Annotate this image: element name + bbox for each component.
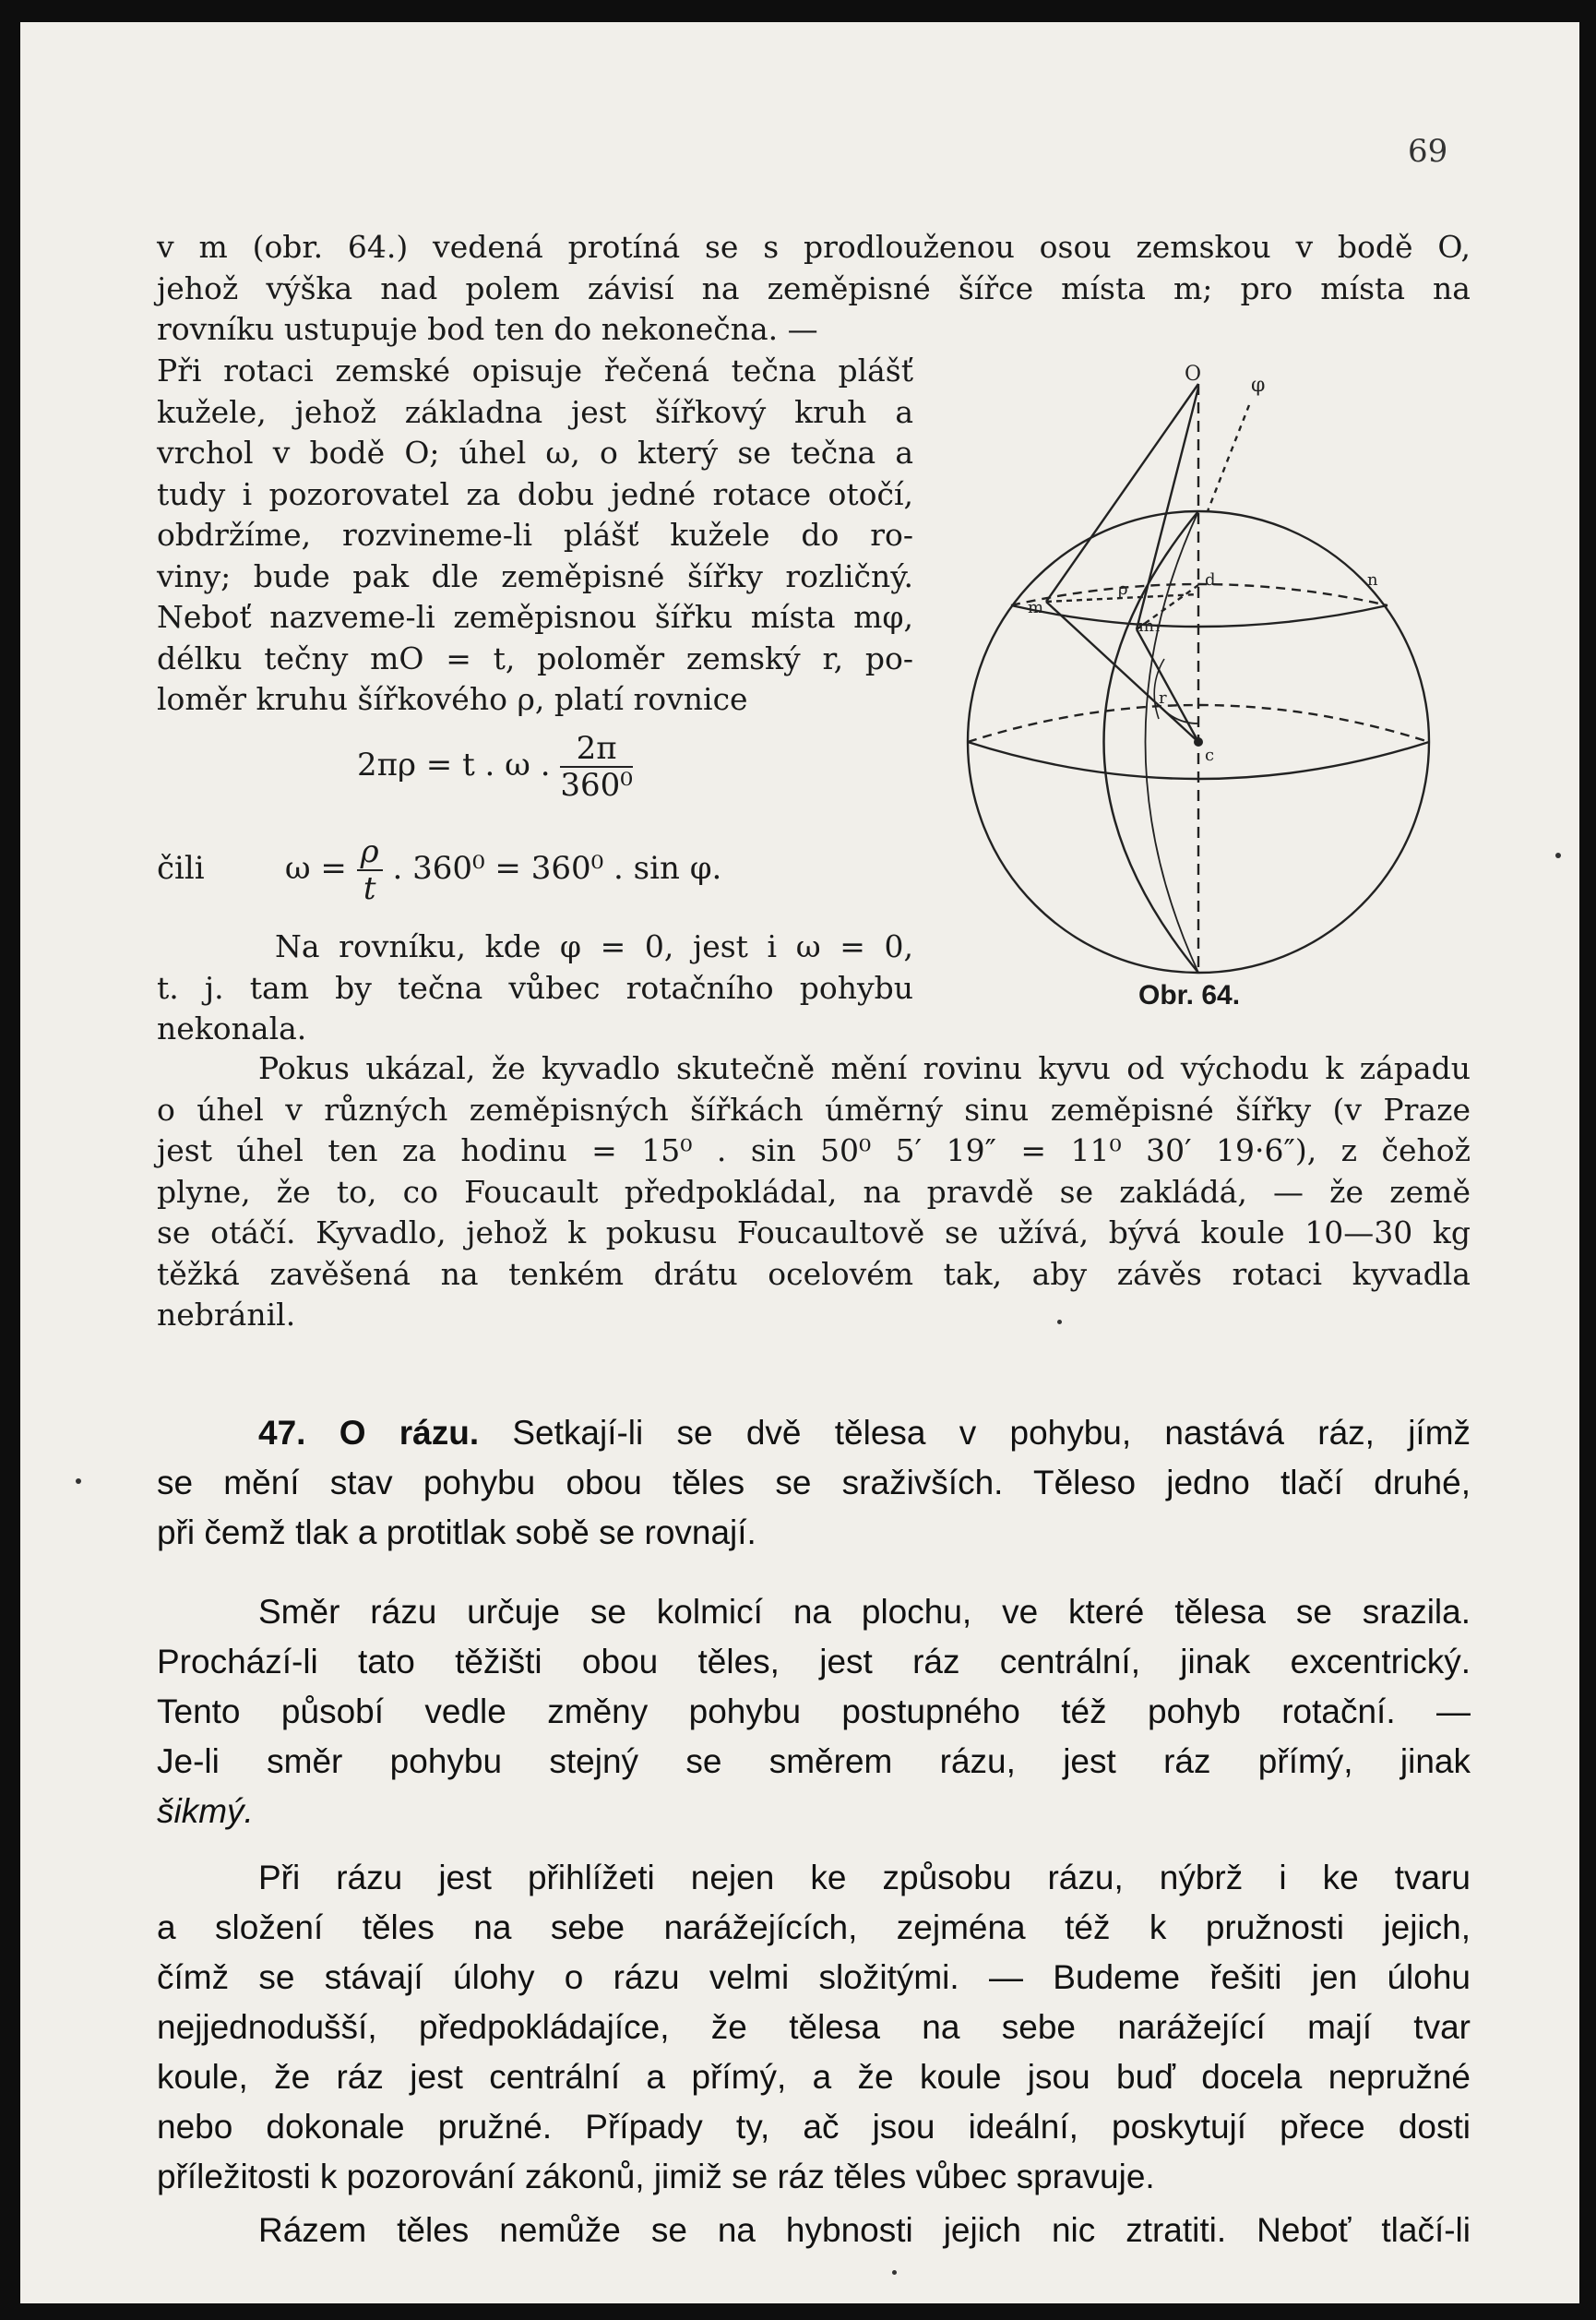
equation-2-fraction: [357, 834, 383, 906]
section-title: O rázu.: [339, 1414, 480, 1452]
equation-2-denominator: t: [363, 870, 376, 907]
page-number: 69: [1408, 133, 1448, 170]
label-d: d: [1205, 570, 1216, 590]
text-line: plyne, že to, co Foucault předpokládal, na pravdě se zakládá, — že země: [157, 1173, 1471, 1210]
smer-paragraph: [157, 1587, 1471, 1836]
equation-2-numerator: ρ: [357, 834, 383, 871]
text-line: Na rovníku, kde φ = 0, jest i ω = 0,: [275, 928, 913, 964]
pri-paragraph: [157, 1853, 1471, 2202]
text-line: šikmý.: [157, 1792, 254, 1830]
text-line: se mění stav pohybu obou těles se sraživších. Těleso jedno tlačí druhé,: [157, 1464, 1471, 1501]
text-line: a složení těles na sebe narážejících, zejména též k pružnosti jejich,: [157, 1908, 1471, 1946]
section-first-line: [157, 1408, 1471, 1458]
scan-speck: [76, 1478, 81, 1484]
text-line: Při rotaci zemské opisuje řečená tečna plášť: [157, 353, 913, 389]
label-m: m: [1028, 598, 1044, 617]
label-n: n: [1367, 570, 1378, 590]
text-line: Setkají-li se dvě tělesa v pohybu, nastává ráz, jímž: [512, 1414, 1471, 1452]
scan-speck: [1555, 853, 1561, 858]
center-point: [1194, 737, 1203, 747]
equation-1: [357, 731, 633, 803]
equation-2: [157, 834, 721, 906]
text-line: koule, že ráz jest centrální a přímý, a že koule jsou buď docela nepružné: [157, 2058, 1471, 2096]
text-line: loměr kruhu šířkového ρ, platí rovnice: [157, 681, 748, 717]
figure-caption: Obr. 64.: [1138, 980, 1241, 1011]
equation-1-numerator: 2π: [560, 731, 633, 768]
equation-1-fraction: [560, 731, 633, 803]
text-line: Při rázu jest přihlížeti nejen ke způsobu rázu, nýbrž i ke tvaru: [258, 1859, 1471, 1896]
text-line: t. j. tam by tečna vůbec rotačního pohybu: [157, 969, 913, 1006]
text-line: Směr rázu určuje se kolmicí na plochu, ve které tělesa se srazila.: [258, 1593, 1471, 1631]
text-line: Neboť nazveme-li zeměpisnou šířku místa mφ,: [157, 599, 913, 635]
label-m1: m₁: [1138, 616, 1161, 636]
label-c: c: [1205, 746, 1215, 765]
text-line: nebránil.: [157, 1297, 296, 1333]
text-line: viny; bude pak dle zeměpisné šířky rozličný.: [157, 557, 913, 594]
after-equation-paragraph: [157, 927, 913, 1050]
text-line: jehož výška nad polem závisí na zeměpisné šířce místa m; pro místa na: [157, 269, 1471, 306]
text-line: v m (obr. 64.) vedená protíná se s prodlouženou osou zemskou v bodě O,: [157, 229, 1471, 265]
text-line: Tento působí vedle změny pohybu postupného též pohyb rotační. —: [157, 1692, 1471, 1730]
text-line: těžká zavěšená na tenkém drátu ocelovém tak, aby závěs rotaci kyvadla: [157, 1255, 1471, 1292]
label-phi: φ: [1251, 374, 1266, 397]
meridian-ellipse-2: [1146, 511, 1199, 973]
text-line: Je-li směr pohybu stejný se směrem rázu, jest ráz přímý, jinak: [157, 1742, 1471, 1780]
pokus-paragraph: [157, 1048, 1471, 1336]
equation-2-prefix: čili: [157, 850, 205, 887]
equation-1-denominator: 360⁰: [560, 767, 633, 804]
text-line: Prochází-li tato těžišti obou těles, jest ráz centrální, jinak excentrický.: [157, 1643, 1471, 1680]
label-rho: ρ: [1118, 580, 1128, 599]
label-r: r: [1159, 688, 1167, 708]
book-page: [20, 22, 1579, 2303]
globe-figure: [954, 354, 1480, 1037]
text-line: se otáčí. Kyvadlo, jehož k pokusu Foucaultově se užívá, bývá koule 10—30 kg: [157, 1214, 1471, 1250]
text-line: Rázem těles nemůže se na hybnosti jejich nic ztratiti. Neboť tlačí-li: [258, 2211, 1471, 2249]
text-line: vrchol v bodě O; úhel ω, o který se tečna a: [157, 435, 913, 471]
text-line: Pokus ukázal, že kyvadlo skutečně mění rovinu kyvu od východu k západu: [258, 1050, 1471, 1086]
text-line: čímž se stávají úlohy o rázu velmi složitými. — Budeme řešiti jen úlohu: [157, 1958, 1471, 1996]
intro-paragraph: [157, 227, 1471, 351]
scan-speck: [1057, 1320, 1062, 1324]
text-line: jest úhel ten za hodinu = 15⁰ . sin 50⁰ 5′ 19″ = 11⁰ 30′ 19·6″), z čehož: [157, 1132, 1471, 1168]
left-column-paragraph: [157, 351, 913, 721]
scan-speck: [892, 2270, 897, 2275]
text-line: obdržíme, rozvineme-li plášť kužele do ro-: [157, 517, 913, 553]
text-line: tudy i pozorovatel za dobu jedné rotace otočí,: [157, 475, 913, 512]
equation-1-left: 2πρ = t . ω .: [357, 747, 551, 783]
equation-2-left: ω =: [284, 850, 347, 887]
phi-line: [1208, 405, 1249, 511]
text-line: příležitosti k pozorování zákonů, jimiž se ráz těles vůbec spravuje.: [157, 2158, 1155, 2195]
label-O: O: [1185, 363, 1202, 386]
text-line: nebo dokonale pružné. Případy ty, ač jsou ideální, poskytují přece dosti: [157, 2108, 1471, 2146]
razem-paragraph: [157, 2206, 1471, 2255]
text-line: délku tečny mO = t, poloměr zemský r, po-: [157, 640, 913, 676]
section-47-paragraph: [157, 1408, 1471, 1558]
text-line: nekonala.: [157, 1011, 307, 1046]
text-line: nejjednodušší, předpokládajíce, že tělesa na sebe narážející mají tvar: [157, 2008, 1471, 2046]
text-line: při čemž tlak a protitlak sobě se rovnají.: [157, 1513, 756, 1551]
section-number: 47.: [258, 1414, 306, 1452]
text-line: kužele, jehož základna jest šířkový kruh a: [157, 393, 913, 430]
equation-2-right: . 360⁰ = 360⁰ . sin φ.: [392, 850, 722, 887]
text-line: o úhel v různých zeměpisných šířkách úměrný sinu zeměpisné šířky (v Praze: [157, 1091, 1471, 1128]
text-line: rovníku ustupuje bod ten do nekonečna. —: [157, 311, 818, 347]
